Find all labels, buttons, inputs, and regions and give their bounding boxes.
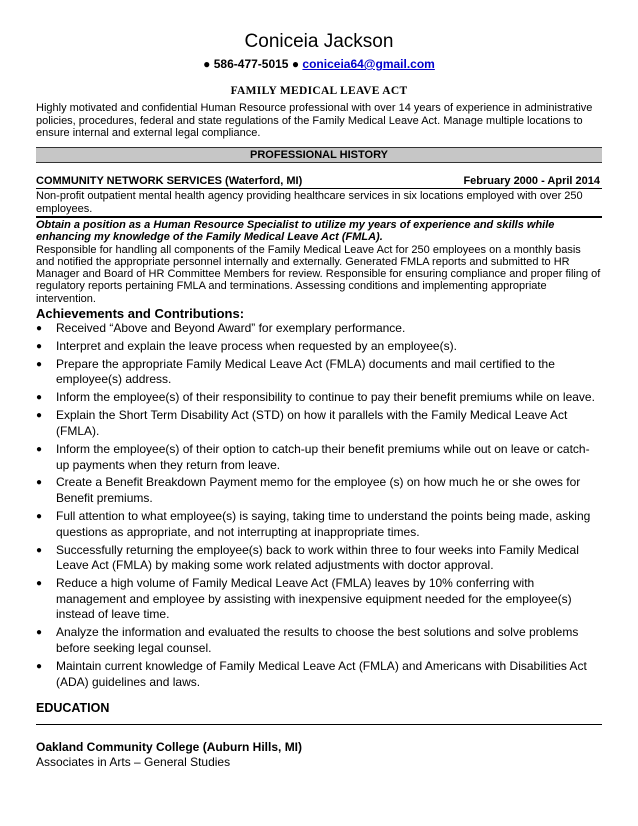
list-item: ● Successfully returning the employee(s) back to work within three to four weeks into Family Medical Leave Act (FMLA) by making some work related adjustments with doctor approval. xyxy=(36,542,579,573)
list-item: ● Reduce a high volume of Family Medical Leave Act (FMLA) leaves by 10% conferring with management and employee by assisting with inexpensive equipment needed for the employee(s) instead of leave time. xyxy=(36,576,572,622)
section-bar-professional-history: PROFESSIONAL HISTORY xyxy=(36,147,602,163)
list-item: ● Maintain current knowledge of Family Medical Leave Act (FMLA) and Americans with Disabilities Act (ADA) guidelines and laws. xyxy=(36,658,587,689)
bullet-icon: ● xyxy=(36,511,43,523)
list-item: ● Analyze the information and evaluated the results to choose the best solutions and solve problems before seeking legal counsel. xyxy=(36,625,579,655)
bullet-icon: ● xyxy=(36,578,43,590)
list-item: ● Received “Above and Beyond Award” for exemplary performance. xyxy=(36,320,406,335)
school-name: Oakland Community College (Auburn Hills, MI) xyxy=(36,740,303,755)
list-item: ● Full attention to what employee(s) is saying, taking time to understand the points being made, asking questions as appropriate, and not interrupting at inappropriate times. xyxy=(36,509,591,539)
bullet-icon: ● xyxy=(291,57,300,71)
bullet-icon: ● xyxy=(36,443,43,455)
bullet-icon: ● xyxy=(36,477,43,489)
achievements-heading: Achievements and Contributions: xyxy=(36,305,245,321)
bullet-icon: ● xyxy=(36,358,43,370)
bullet-icon: ● xyxy=(36,660,43,672)
job-header xyxy=(36,175,602,189)
job-dates: February 2000 - April 2014 xyxy=(463,174,600,187)
employer-description: Non-profit outpatient mental health agency providing healthcare services in six locations employed with over 250 employees. xyxy=(36,189,602,218)
achievements-list xyxy=(36,321,602,690)
bullet-icon: ● xyxy=(36,544,43,556)
bullet-icon: ● xyxy=(36,627,43,639)
education-divider xyxy=(36,724,602,725)
bullet-icon: ● xyxy=(203,57,211,71)
list-item: ● Prepare the appropriate Family Medical Leave Act (FMLA) documents and mail certified to the employee(s) address. xyxy=(36,356,555,387)
career-objective: Obtain a position as a Human Resource Specialist to utilize my years of experience and skills while enhancing my knowledge of the Family Medical Leave Act (FMLA). xyxy=(36,218,555,244)
resume-name: Coniceia Jackson xyxy=(244,31,394,52)
list-item: ● Interpret and explain the leave process when requested by an employee(s). xyxy=(36,338,457,353)
bullet-icon: ● xyxy=(36,410,43,422)
bullet-icon: ● xyxy=(36,392,43,404)
degree-name: Associates in Arts – General Studies xyxy=(36,755,231,770)
list-item: ● Inform the employee(s) of their responsibility to continue to pay their benefit premiums while on leave. xyxy=(36,390,595,405)
list-item: ● Create a Benefit Breakdown Payment memo for the employee (s) on how much he or she owes for Benefit premiums. xyxy=(36,475,581,506)
list-item: ● Inform the employee(s) of their option to catch-up their benefit premiums while out on leave or catch-up payments when they return from leave. xyxy=(36,441,590,472)
email-link[interactable]: coniceia64@gmail.com xyxy=(302,57,435,71)
resume-page xyxy=(36,0,602,770)
phone-number: 586-477-5015 xyxy=(213,57,289,71)
education-heading: EDUCATION xyxy=(36,701,110,716)
employer-name: COMMUNITY NETWORK SERVICES (Waterford, MI) xyxy=(36,174,303,187)
bullet-icon: ● xyxy=(36,340,43,352)
contact-line xyxy=(36,57,602,71)
bullet-icon: ● xyxy=(36,322,43,334)
summary-paragraph: Highly motivated and confidential Human Resource professional with over 14 years of experience in administrative policies, procedures, federal and state regulations of the Family Medical Leave Act. Manage multiple locations to ensure internal and external legal compliance. xyxy=(36,102,593,140)
list-item: ● Explain the Short Term Disability Act (STD) on how it parallels with the Family Medical Leave Act (FMLA). xyxy=(36,408,568,438)
objective-heading: FAMILY MEDICAL LEAVE ACT xyxy=(230,85,408,97)
responsibilities-paragraph: Responsible for handling all components of the Family Medical Leave Act for 250 employees on a monthly basis and notified the appropriate personnel internally and externally. Generated FMLA reports and submitted to HR Manager and Board of HR Committee Members for review. Responsible for ensuring compliance and proper filing of regulatory reports pertaining FMLA and terminations. Assessing conditions and implementing appropriate intervention. xyxy=(36,243,601,305)
